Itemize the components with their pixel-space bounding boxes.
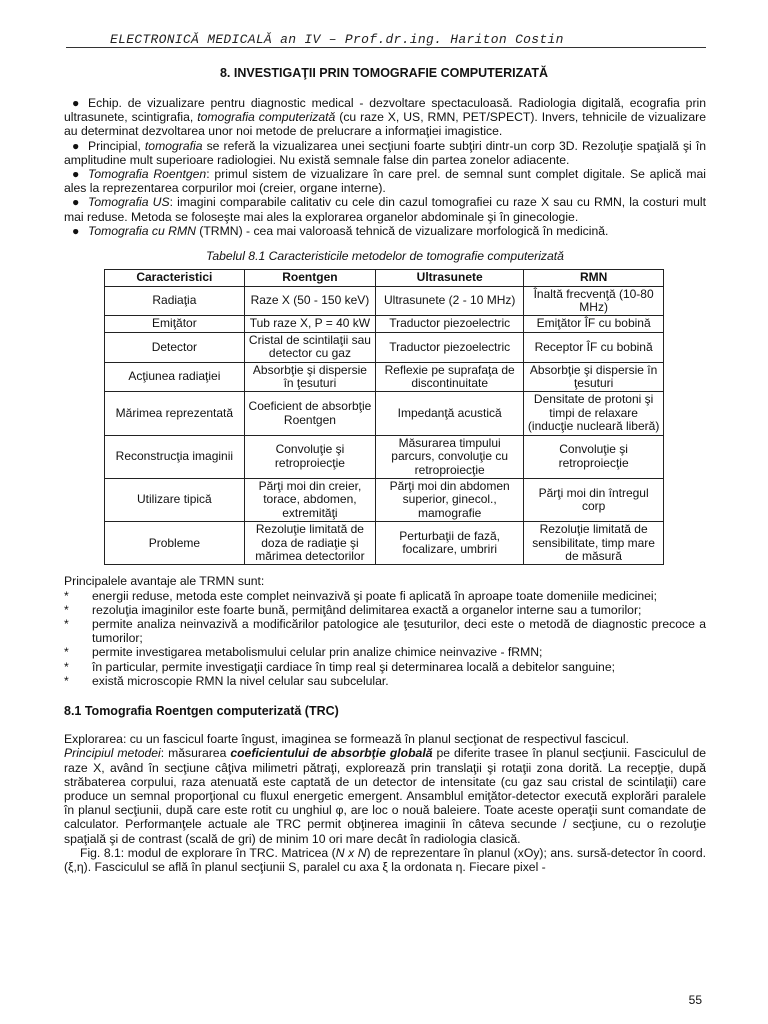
- table-cell: Probleme: [105, 522, 245, 565]
- table-cell: Absorbţie şi dispersie în ţesuturi: [524, 362, 664, 392]
- section-paragraph: Explorarea: cu un fascicul foarte îngust, imaginea se formează în planul secţionat de respectivul fascicul.: [64, 732, 629, 747]
- intro-bullet: ● Tomografia US: imagini comparabile calitativ cu cele din cazul tomografiei cu raze X sau cu RMN, la costuri mult mai reduse. Metoda se foloseşte mai ales la explorarea organelor abdominale şi în ginecologie.: [64, 195, 706, 224]
- asterisk-marker-icon: *: [64, 602, 69, 617]
- table-cell: Acţiunea radiaţiei: [105, 362, 245, 392]
- table-cell: Utilizare tipică: [105, 478, 245, 521]
- advantages-list: [64, 574, 706, 688]
- table-cell: Convoluţie şi retroproiecţie: [524, 435, 664, 478]
- column-header: Caracteristici: [105, 270, 245, 286]
- table-cell: Impedanţă acustică: [376, 392, 524, 435]
- table-cell: Rezoluţie limitată de sensibilitate, timp mare de măsură: [524, 522, 664, 565]
- intro-bullet: ● Principial, tomografia se referă la vizualizarea unei secţiuni foarte subţiri dintr-un corp 3D. Rezoluţie spaţială şi în amplitudine mult superioare radiologiei. Nu există semnale false din partea zonelor adiacente.: [64, 138, 707, 167]
- bullet-dot-icon: ●: [72, 167, 80, 182]
- table-cell: Convoluţie şi retroproiecţie: [244, 435, 375, 478]
- intro-bullet: ● Tomografia Roentgen: primul sistem de vizualizare în care prel. de semnal sunt complet digitale. Se aplică mai ales la reprezentarea corpurilor moi (creier, organe interne).: [64, 167, 706, 196]
- table-cell: Înaltă frecvenţă (10-80 MHz): [524, 286, 664, 316]
- asterisk-marker-icon: *: [64, 673, 69, 688]
- list-item: * rezoluţia imaginilor este foarte bună, permiţând delimitarea exactă a organelor interne sau a tumorilor;: [64, 602, 642, 617]
- table-row: [105, 522, 664, 565]
- table-cell: Părţi moi din creier, torace, abdomen, extremităţi: [244, 478, 375, 521]
- table-cell: Părţi moi din întregul corp: [524, 478, 664, 521]
- list-item: * permite investigarea metabolismului celular prin analize chimice neinvazive - fRMN;: [64, 645, 543, 660]
- section-title: 8.1 Tomografia Roentgen computerizată (TRC): [64, 703, 339, 718]
- column-header: Roentgen: [244, 270, 375, 286]
- intro-bullet: ● Echip. de vizualizare pentru diagnostic medical - dezvoltare spectaculoasă. Radiologia digitală, ecografia prin ultrasunete, scintigrafia, tomografia computerizată (cu raze X, US, RMN, PET/SPECT). Invers, tehnicile de vizualizare au determinat dezvoltarea unor noi metode de prelucrare a informaţiei imagistice.: [64, 96, 706, 139]
- table-row: [105, 332, 664, 362]
- table-cell: Ultrasunete (2 - 10 MHz): [376, 286, 524, 316]
- table-row: [105, 392, 664, 435]
- table-cell: Receptor ÎF cu bobină: [524, 332, 664, 362]
- asterisk-marker-icon: *: [64, 616, 69, 631]
- table-cell: Tub raze X, P = 40 kW: [244, 316, 375, 332]
- table-cell: Reflexie pe suprafaţa de discontinuitate: [376, 362, 524, 392]
- table-row: [105, 362, 664, 392]
- running-header: ELECTRONICĂ MEDICALĂ an IV – Prof.dr.ing. Hariton Costin: [110, 32, 564, 47]
- table-cell: Raze X (50 - 150 keV): [244, 286, 375, 316]
- table-cell: Densitate de protoni şi timpi de relaxare (inducţie nucleară liberă): [524, 392, 664, 435]
- intro-bullet: ● Tomografia cu RMN (TRMN) - cea mai valoroasă tehnică de vizualizare morfologică în medicină.: [72, 223, 609, 238]
- table-cell: Traductor piezoelectric: [376, 332, 524, 362]
- table-row: [105, 316, 664, 332]
- list-item: * energii reduse, metoda este complet neinvazivă şi poate fi aplicată în aproape toate domeniile medicinei;: [64, 588, 658, 603]
- table-cell: Mărimea reprezentată: [105, 392, 245, 435]
- section-paragraph: Fig. 8.1: modul de explorare în TRC. Matricea (N x N) de reprezentare în planul (xOy); ans. sursă-detector în coord. (ξ,η). Fasciculul se află în planul secţiunii S, paralel cu axa ξ la ordonata η. Fiecare pixel -: [64, 845, 707, 875]
- section-paragraph: Principiul metodei: măsurarea coeficientului de absorbţie globală pe diferite trasee în planul secţiunii. Fasciculul de raze X, având în secţiune câţiva milimetri pătraţi, explorează prin translaţii şi rotaţii zona dorită. La recepţie, după străbaterea corpului, raza atenuată este captată de un detector de intensitate (cu gaz sau cristal de scintilaţii) care produce un semnal proporţional cu fluxul energetic emergent. Ansamblul emiţător-detector execută explorări paralele în planul secţiunii, după care este rotit cu unghiul φ, are loc o nouă baleiere. Toate aceste operaţii sunt comandate de calculator. Performanţele actuale ale TRC permit obţinerea imaginii în câteva secunde / secţiune, cu o rezoluţie spaţială şi de contrast (scală de gri) de minim 10 ori mare decât în radiologia clasică.: [64, 746, 706, 846]
- chapter-title: 8. INVESTIGAŢII PRIN TOMOGRAFIE COMPUTERIZATĂ: [219, 66, 549, 80]
- list-item: * în particular, permite investigaţii cardiace în timp real şi determinarea locală a debitelor sanguine;: [64, 659, 615, 674]
- table-cell: Coeficient de absorbţie Roentgen: [244, 392, 375, 435]
- table-cell: Reconstrucţia imaginii: [105, 435, 245, 478]
- table-row: [105, 286, 664, 316]
- intro-bullet-list: [64, 96, 706, 238]
- bullet-dot-icon: ●: [72, 195, 80, 210]
- bullet-dot-icon: ●: [72, 138, 80, 153]
- asterisk-marker-icon: *: [64, 659, 69, 674]
- table-cell: Perturbaţii de fază, focalizare, umbriri: [376, 522, 524, 565]
- column-header: Ultrasunete: [376, 270, 524, 286]
- header-rule: [66, 47, 706, 48]
- column-header: RMN: [524, 270, 664, 286]
- table-header-row: [105, 270, 664, 286]
- table-cell: Emiţător ÎF cu bobină: [524, 316, 664, 332]
- list-item: * există microscopie RMN la nivel celular sau subcelular.: [64, 673, 389, 688]
- page-content: [64, 96, 706, 874]
- table-row: [105, 435, 664, 478]
- list-item: * permite analiza neinvazivă a modificărilor patologice ale ţesuturilor, deci este o metodă de diagnostic precoce a tumorilor;: [64, 616, 706, 646]
- asterisk-marker-icon: *: [64, 645, 69, 660]
- table-cell: Traductor piezoelectric: [376, 316, 524, 332]
- table-cell: Cristal de scintilaţii sau detector cu gaz: [244, 332, 375, 362]
- table-cell: Părţi moi din abdomen superior, ginecol., mamografie: [376, 478, 524, 521]
- table-row: [105, 478, 664, 521]
- advantages-intro: Principalele avantaje ale TRMN sunt:: [64, 574, 265, 589]
- asterisk-marker-icon: *: [64, 588, 69, 603]
- table-cell: Emiţător: [105, 316, 245, 332]
- table-cell: Rezoluţie limitată de doza de radiaţie şi mărimea detectorilor: [244, 522, 375, 565]
- table-cell: Radiaţia: [105, 286, 245, 316]
- table-cell: Detector: [105, 332, 245, 362]
- page-number: 55: [688, 993, 702, 1007]
- table-cell: Măsurarea timpului parcurs, convoluţie cu retroproiecţie: [376, 435, 524, 478]
- table-cell: Absorbţie şi dispersie în ţesuturi: [244, 362, 375, 392]
- table-caption: Tabelul 8.1 Caracteristicile metodelor de tomografie computerizată: [206, 249, 564, 264]
- bullet-dot-icon: ●: [72, 96, 80, 110]
- comparison-table: [104, 269, 664, 565]
- bullet-dot-icon: ●: [72, 223, 80, 238]
